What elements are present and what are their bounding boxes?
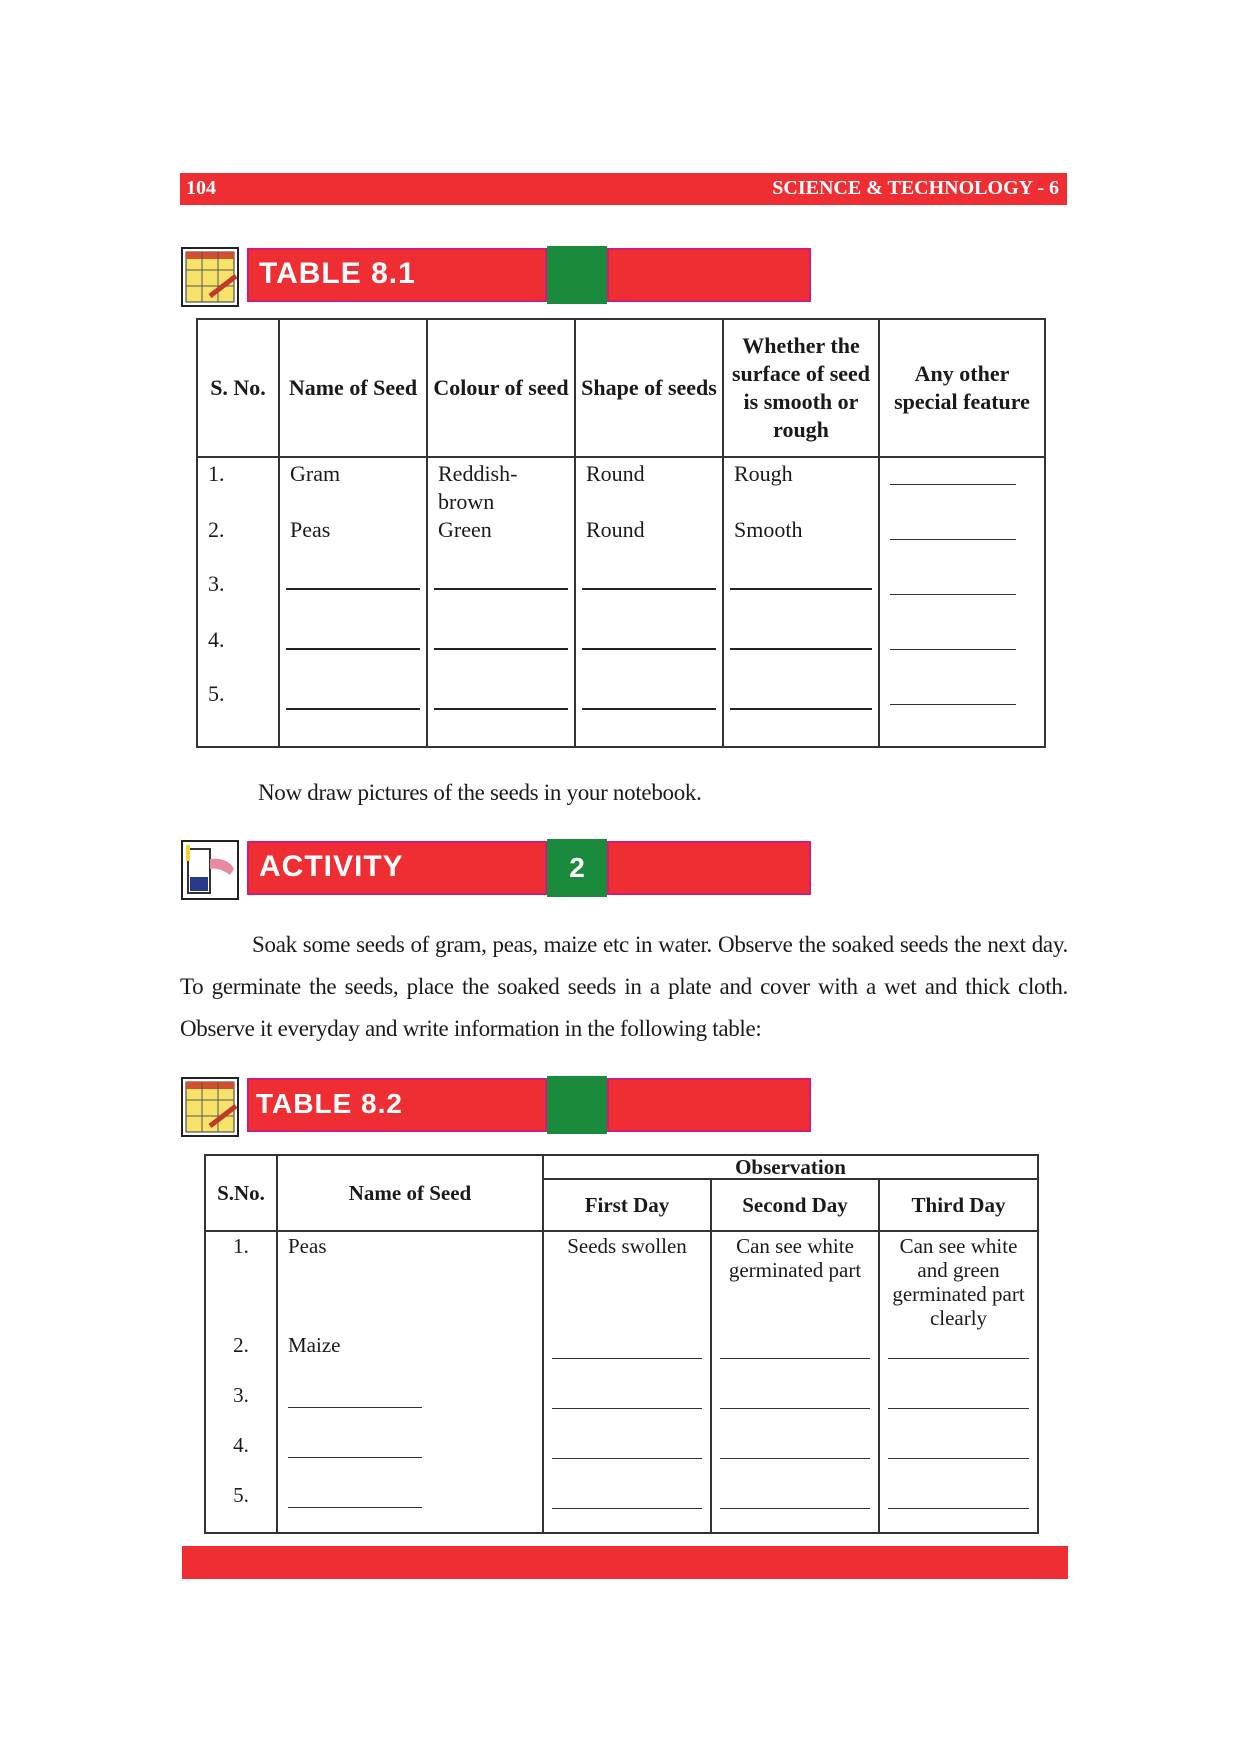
cell-name: Maize: [288, 1333, 341, 1357]
row-sno: 2.: [208, 517, 225, 542]
page-footer-band: [182, 1546, 1068, 1579]
blank-line: [888, 1358, 1029, 1359]
blank-line: [288, 1407, 422, 1408]
table-icon: [180, 1076, 240, 1140]
activity-text: Soak some seeds of gram, peas, maize etc in water. Observe the soaked seeds the next day. To germinate the seeds, place the soaked seeds in a plate and cover with a wet and thick cloth. Observe it everyday and write information in the following table:: [180, 932, 1068, 1041]
col-feature: [879, 457, 1045, 747]
col-name: [279, 457, 427, 747]
blank-line: [582, 588, 716, 590]
row-sno: 4.: [208, 627, 225, 652]
blank-line: [286, 588, 420, 590]
blank-line: [890, 704, 1016, 705]
blank-line: [888, 1408, 1029, 1409]
blank-line: [730, 708, 872, 710]
header-name: Name of Seed: [279, 319, 427, 457]
cell-surface: Rough: [734, 461, 793, 486]
cell-day3: Can see white and green germinated part clearly: [892, 1234, 1025, 1330]
col-first-day: [543, 1231, 711, 1533]
row-sno: 5.: [233, 1483, 249, 1507]
col-name: [277, 1231, 543, 1533]
page-number: 104: [186, 177, 216, 199]
header-third-day: Third Day: [879, 1179, 1038, 1231]
table-title: TABLE 8.2: [256, 1088, 403, 1119]
blank-line: [720, 1508, 870, 1509]
blank-line: [582, 648, 716, 650]
cell-shape: Round: [586, 517, 645, 542]
blank-line: [552, 1358, 702, 1359]
blank-line: [730, 588, 872, 590]
header-colour: Colour of seed: [427, 319, 575, 457]
blank-line: [890, 594, 1016, 595]
cell-day1: Seeds swollen: [567, 1234, 687, 1258]
cell-colour: Green: [438, 517, 492, 542]
blank-line: [582, 708, 716, 710]
header-first-day: First Day: [543, 1179, 711, 1231]
header-sno: S. No.: [197, 319, 279, 457]
cell-name: Peas: [288, 1234, 327, 1258]
row-sno: 1.: [233, 1234, 249, 1258]
blank-line: [552, 1508, 702, 1509]
cell-name: Peas: [290, 517, 331, 542]
table-8-2: [204, 1154, 1039, 1534]
blank-line: [890, 539, 1016, 540]
blank-line: [890, 649, 1016, 650]
cell-day2: Can see white germinated part: [728, 1234, 862, 1282]
cell-shape: Round: [586, 461, 645, 486]
row-sno: 1.: [208, 461, 225, 486]
table-8-2-banner: [180, 1076, 811, 1134]
cell-surface: Smooth: [734, 517, 803, 542]
blank-line: [888, 1458, 1029, 1459]
col-colour: [427, 457, 575, 747]
header-shape: Shape of seeds: [575, 319, 723, 457]
blank-line: [720, 1358, 870, 1359]
banner-number: [547, 246, 607, 304]
header-observation: Observation: [543, 1155, 1038, 1179]
blank-line: [286, 648, 420, 650]
activity-number: 2: [547, 839, 607, 897]
col-surface: [723, 457, 879, 747]
blank-line: [720, 1408, 870, 1409]
banner-number: [547, 1076, 607, 1134]
header-second-day: Second Day: [711, 1179, 879, 1231]
blank-line: [730, 648, 872, 650]
activity-banner: [180, 839, 811, 897]
cell-colour: Reddish-brown: [438, 461, 518, 514]
col-sno: [197, 457, 279, 747]
col-second-day: [711, 1231, 879, 1533]
header-name: Name of Seed: [277, 1155, 543, 1231]
instruction-note: Now draw pictures of the seeds in your notebook.: [258, 780, 702, 805]
header-surface: Whether the surface of seed is smooth or rough: [723, 319, 879, 457]
row-sno: 4.: [233, 1433, 249, 1457]
blank-line: [286, 708, 420, 710]
blank-line: [288, 1457, 422, 1458]
blank-line: [288, 1507, 422, 1508]
page-header: [180, 173, 1067, 205]
blank-line: [888, 1508, 1029, 1509]
header-feature: Any other special feature: [879, 319, 1045, 457]
row-sno: 5.: [208, 681, 225, 706]
blank-line: [720, 1458, 870, 1459]
table-title: TABLE 8.1: [259, 257, 416, 290]
col-sno: [205, 1231, 277, 1533]
row-sno: 3.: [208, 571, 225, 596]
blank-line: [552, 1458, 702, 1459]
activity-title: ACTIVITY: [259, 850, 404, 883]
experiment-icon: [180, 839, 240, 903]
header-sno: S.No.: [205, 1155, 277, 1231]
table-icon: [180, 246, 240, 310]
col-third-day: [879, 1231, 1038, 1533]
col-shape: [575, 457, 723, 747]
book-title: SCIENCE & TECHNOLOGY - 6: [772, 177, 1059, 199]
table-8-1: [196, 318, 1046, 748]
row-sno: 2.: [233, 1333, 249, 1357]
blank-line: [552, 1408, 702, 1409]
table-8-1-banner: [180, 246, 811, 304]
blank-line: [434, 588, 568, 590]
blank-line: [434, 648, 568, 650]
blank-line: [890, 484, 1016, 485]
row-sno: 3.: [233, 1383, 249, 1407]
cell-name: Gram: [290, 461, 341, 486]
blank-line: [434, 708, 568, 710]
